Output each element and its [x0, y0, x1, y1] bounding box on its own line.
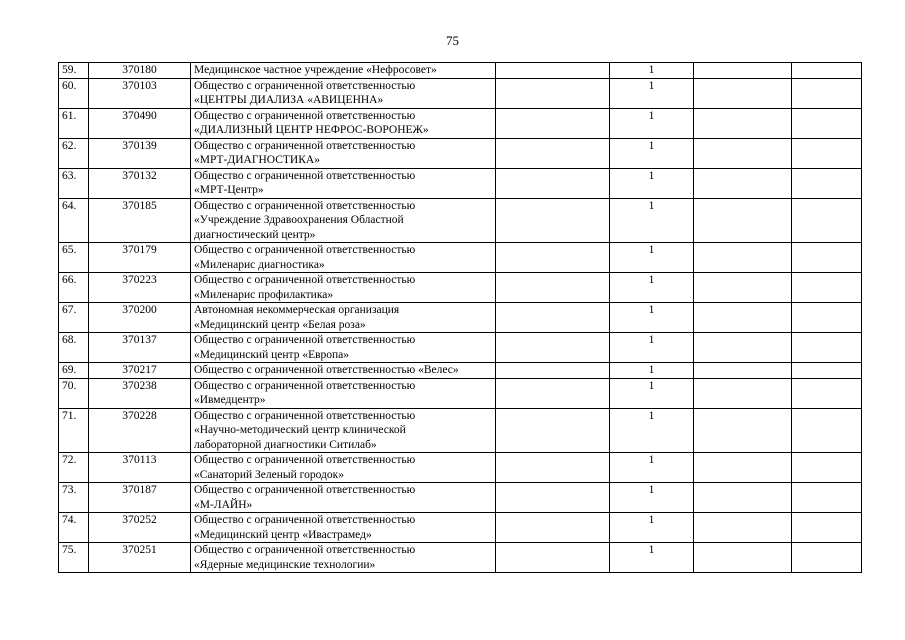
- empty-cell: [792, 408, 862, 453]
- row-number-cell: 74.: [59, 513, 89, 543]
- empty-cell: [496, 378, 610, 408]
- organization-code-cell: 370251: [89, 543, 191, 573]
- organization-name-cell: Общество с ограниченной ответственностью «Ядерные медицинские технологии»: [191, 543, 496, 573]
- table-row: [59, 243, 862, 273]
- empty-cell: [694, 483, 792, 513]
- organization-name-cell: Общество с ограниченной ответственностью «Учреждение Здравоохранения Областной диагностический центр»: [191, 198, 496, 243]
- registry-table: [58, 62, 862, 573]
- empty-cell: [792, 378, 862, 408]
- empty-cell: [792, 543, 862, 573]
- row-number-cell: 63.: [59, 168, 89, 198]
- empty-cell: [694, 243, 792, 273]
- organization-name-cell: Общество с ограниченной ответственностью «МРТ-ДИАГНОСТИКА»: [191, 138, 496, 168]
- empty-cell: [694, 363, 792, 379]
- table-row: [59, 333, 862, 363]
- row-number-cell: 65.: [59, 243, 89, 273]
- value-cell: 1: [610, 483, 694, 513]
- empty-cell: [694, 63, 792, 79]
- row-number-cell: 59.: [59, 63, 89, 79]
- organization-name-cell: Общество с ограниченной ответственностью «МРТ-Центр»: [191, 168, 496, 198]
- organization-code-cell: 370200: [89, 303, 191, 333]
- value-cell: 1: [610, 198, 694, 243]
- table-row: [59, 303, 862, 333]
- organization-code-cell: 370223: [89, 273, 191, 303]
- empty-cell: [496, 543, 610, 573]
- value-cell: 1: [610, 78, 694, 108]
- row-number-cell: 70.: [59, 378, 89, 408]
- organization-name-cell: Медицинское частное учреждение «Нефросовет»: [191, 63, 496, 79]
- empty-cell: [792, 483, 862, 513]
- organization-name-cell: Общество с ограниченной ответственностью «ЦЕНТРЫ ДИАЛИЗА «АВИЦЕННА»: [191, 78, 496, 108]
- empty-cell: [792, 108, 862, 138]
- empty-cell: [496, 168, 610, 198]
- organization-code-cell: 370180: [89, 63, 191, 79]
- row-number-cell: 67.: [59, 303, 89, 333]
- empty-cell: [694, 198, 792, 243]
- organization-code-cell: 370137: [89, 333, 191, 363]
- empty-cell: [496, 333, 610, 363]
- organization-code-cell: 370228: [89, 408, 191, 453]
- table-row: [59, 408, 862, 453]
- table-row: [59, 378, 862, 408]
- empty-cell: [792, 63, 862, 79]
- row-number-cell: 69.: [59, 363, 89, 379]
- value-cell: 1: [610, 168, 694, 198]
- empty-cell: [496, 408, 610, 453]
- organization-code-cell: 370132: [89, 168, 191, 198]
- empty-cell: [496, 108, 610, 138]
- table-row: [59, 108, 862, 138]
- empty-cell: [792, 333, 862, 363]
- empty-cell: [694, 273, 792, 303]
- organization-name-cell: Общество с ограниченной ответственностью «Ивмедцентр»: [191, 378, 496, 408]
- registry-table-body: [59, 63, 862, 573]
- value-cell: 1: [610, 378, 694, 408]
- row-number-cell: 75.: [59, 543, 89, 573]
- empty-cell: [496, 78, 610, 108]
- empty-cell: [496, 138, 610, 168]
- organization-name-cell: Общество с ограниченной ответственностью «Миленарис диагностика»: [191, 243, 496, 273]
- table-row: [59, 138, 862, 168]
- empty-cell: [694, 168, 792, 198]
- empty-cell: [792, 303, 862, 333]
- empty-cell: [694, 408, 792, 453]
- empty-cell: [496, 363, 610, 379]
- empty-cell: [694, 138, 792, 168]
- organization-code-cell: 370113: [89, 453, 191, 483]
- table-row: [59, 453, 862, 483]
- value-cell: 1: [610, 453, 694, 483]
- value-cell: 1: [610, 63, 694, 79]
- table-row: [59, 63, 862, 79]
- row-number-cell: 60.: [59, 78, 89, 108]
- empty-cell: [694, 78, 792, 108]
- value-cell: 1: [610, 303, 694, 333]
- row-number-cell: 73.: [59, 483, 89, 513]
- empty-cell: [792, 138, 862, 168]
- empty-cell: [694, 513, 792, 543]
- table-row: [59, 273, 862, 303]
- organization-code-cell: 370238: [89, 378, 191, 408]
- empty-cell: [694, 378, 792, 408]
- organization-code-cell: 370179: [89, 243, 191, 273]
- organization-code-cell: 370185: [89, 198, 191, 243]
- empty-cell: [496, 483, 610, 513]
- value-cell: 1: [610, 273, 694, 303]
- page-number: 75: [446, 33, 459, 48]
- organization-name-cell: Общество с ограниченной ответственностью «М-ЛАЙН»: [191, 483, 496, 513]
- table-row: [59, 513, 862, 543]
- value-cell: 1: [610, 543, 694, 573]
- empty-cell: [496, 303, 610, 333]
- organization-code-cell: 370103: [89, 78, 191, 108]
- empty-cell: [496, 513, 610, 543]
- table-row: [59, 78, 862, 108]
- value-cell: 1: [610, 363, 694, 379]
- empty-cell: [792, 198, 862, 243]
- organization-name-cell: Общество с ограниченной ответственностью «Медицинский центр «Европа»: [191, 333, 496, 363]
- value-cell: 1: [610, 333, 694, 363]
- organization-name-cell: Общество с ограниченной ответственностью «Велес»: [191, 363, 496, 379]
- empty-cell: [694, 333, 792, 363]
- empty-cell: [792, 273, 862, 303]
- organization-code-cell: 370490: [89, 108, 191, 138]
- empty-cell: [496, 453, 610, 483]
- organization-name-cell: Общество с ограниченной ответственностью «Миленарис профилактика»: [191, 273, 496, 303]
- empty-cell: [496, 63, 610, 79]
- organization-name-cell: Общество с ограниченной ответственностью «ДИАЛИЗНЫЙ ЦЕНТР НЕФРОС-ВОРОНЕЖ»: [191, 108, 496, 138]
- organization-name-cell: Автономная некоммерческая организация «Медицинский центр «Белая роза»: [191, 303, 496, 333]
- table-row: [59, 543, 862, 573]
- empty-cell: [496, 198, 610, 243]
- row-number-cell: 72.: [59, 453, 89, 483]
- organization-name-cell: Общество с ограниченной ответственностью «Медицинский центр «Ивастрамед»: [191, 513, 496, 543]
- organization-code-cell: 370139: [89, 138, 191, 168]
- table-row: [59, 483, 862, 513]
- table-row: [59, 168, 862, 198]
- organization-name-cell: Общество с ограниченной ответственностью «Санаторий Зеленый городок»: [191, 453, 496, 483]
- value-cell: 1: [610, 513, 694, 543]
- organization-code-cell: 370187: [89, 483, 191, 513]
- empty-cell: [496, 273, 610, 303]
- empty-cell: [694, 453, 792, 483]
- empty-cell: [496, 243, 610, 273]
- empty-cell: [792, 363, 862, 379]
- empty-cell: [694, 543, 792, 573]
- value-cell: 1: [610, 243, 694, 273]
- row-number-cell: 66.: [59, 273, 89, 303]
- row-number-cell: 62.: [59, 138, 89, 168]
- row-number-cell: 64.: [59, 198, 89, 243]
- value-cell: 1: [610, 138, 694, 168]
- empty-cell: [792, 168, 862, 198]
- empty-cell: [792, 243, 862, 273]
- table-row: [59, 198, 862, 243]
- empty-cell: [792, 78, 862, 108]
- row-number-cell: 61.: [59, 108, 89, 138]
- organization-code-cell: 370252: [89, 513, 191, 543]
- row-number-cell: 71.: [59, 408, 89, 453]
- table-row: [59, 363, 862, 379]
- empty-cell: [792, 453, 862, 483]
- row-number-cell: 68.: [59, 333, 89, 363]
- organization-name-cell: Общество с ограниченной ответственностью «Научно-методический центр клинической лабораторной диагностики Ситилаб»: [191, 408, 496, 453]
- value-cell: 1: [610, 408, 694, 453]
- empty-cell: [694, 108, 792, 138]
- empty-cell: [694, 303, 792, 333]
- value-cell: 1: [610, 108, 694, 138]
- organization-code-cell: 370217: [89, 363, 191, 379]
- empty-cell: [792, 513, 862, 543]
